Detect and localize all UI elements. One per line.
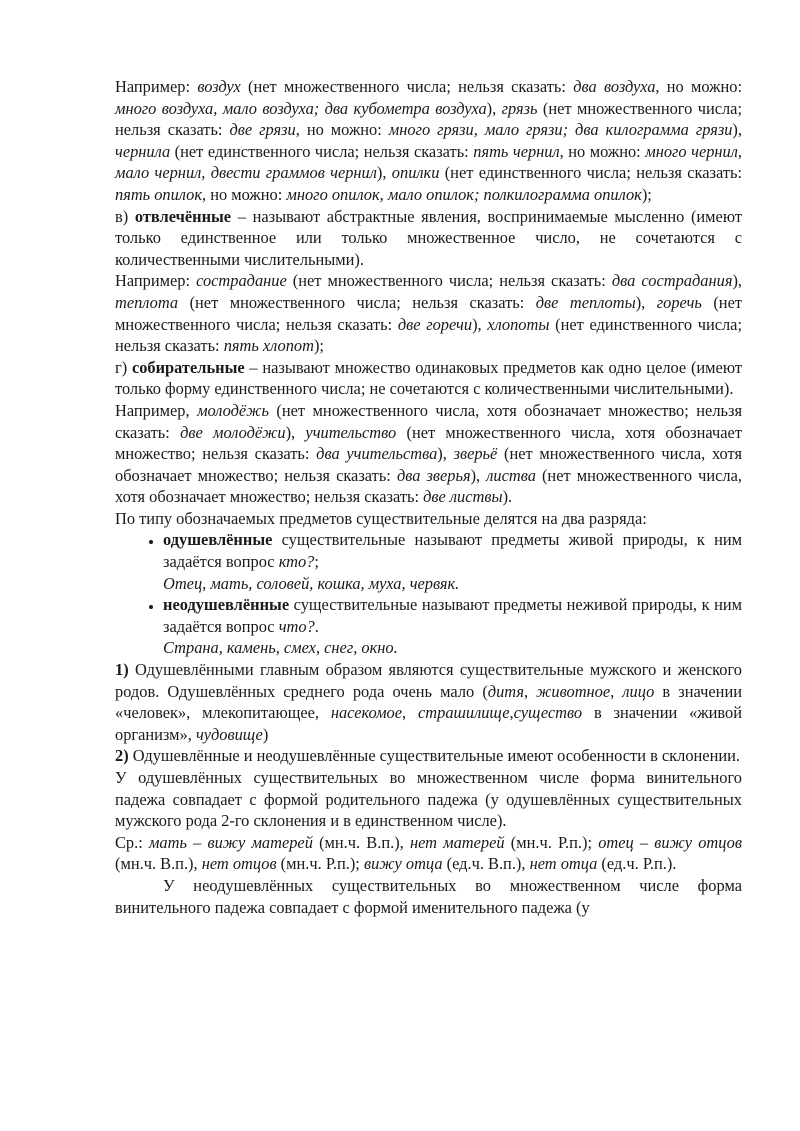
paragraph: Например: сострадание (нет множественного числа; нельзя сказать: два сострадания), теплота (нет множественного числа; нельзя сказать: две теплоты), горечь (нет множественного числа; нельзя сказать: две горечи), хлопоты (нет единственного числа; нельзя сказать: пять хлопот); [115,271,743,356]
document-body [115,76,742,918]
list-item [163,529,742,594]
list-item-text: неодушевлённые существительные называют предметы неживой природы, к ним задаётся вопрос что?. [163,595,742,636]
list-item-example: Отец, мать, соловей, кошка, муха, червяк. [163,573,460,593]
paragraph: г) собирательные – называют множество одинаковых предметов как одно целое (имеют только форму единственного числа; не сочетаются с количественными числительными). [115,357,743,399]
paragraph: По типу обозначаемых предметов существительные делятся на два разряда: [115,508,647,528]
list-item-text: одушевлённые существительные называют предметы живой природы, к ним задаётся вопрос кто?; [163,530,742,572]
paragraph: в) отвлечённые – называют абстрактные явления, воспринимаемые мысленно (имеют только единственное или только множественное число, не сочетаются с количественными числительными). [115,206,743,269]
list-item [163,594,742,659]
paragraph-final: У неодушевлённых существительных во множественном числе форма винительного падежа совпадает с формой именительного падежа (у [115,875,742,917]
paragraph: Ср.: мать – вижу матерей (мн.ч. В.п.), нет матерей (мн.ч. Р.п.); отец – вижу отцов (мн.ч. В.п.), нет отцов (мн.ч. Р.п.); вижу отца (ед.ч. В.п.), нет отца (ед.ч. Р.п.). [115,832,742,874]
paragraph: Например, молодёжь (нет множественного числа, хотя обозначает множество; нельзя сказать: две молодёжи), учительство (нет множественного числа, хотя обозначает множество; нельзя сказать: два учительства), зверьё (нет множественного числа, хотя обозначает множество; нельзя сказать: два зверья), листва (нет множественного числа, хотя обозначает множество; нельзя сказать: две листвы). [115,400,743,507]
paragraph: 2) Одушевлённые и неодушевлённые существительные имеют особенности в склонении. [115,746,740,766]
bullet-list [115,529,742,659]
list-item-example: Страна, камень, смех, снег, окно. [163,638,398,658]
paragraph: Например: воздух (нет множественного числа; нельзя сказать: два воздуха, но можно: много воздуха, мало воздуха; два кубометра воздуха), грязь (нет множественного числа; нельзя сказать: две грязи, но можно: много грязи, мало грязи; два килограмма грязи), чернила (нет единственного числа; нельзя сказать: пять чернил, но можно: много чернил, мало чернил, двести граммов чернил), опилки (нет единственного числа; нельзя сказать: пять опилок, но можно: много опилок, мало опилок; полкилограмма опилок); [115,77,743,204]
paragraph: У одушевлённых существительных во множественном числе форма винительного падежа совпадает с формой родительного падежа (у одушевлённых существительных мужского рода 2-го склонения и в единственном числе). [115,768,742,831]
paragraph: 1) Одушевлёнными главным образом являются существительные мужского и женского родов. Одушевлённых среднего рода очень мало (дитя, животное, лицо в значении «человек», млекопитающее, насекомое, страшилище,существо в значении «живой организм», чудовище) [115,660,742,744]
